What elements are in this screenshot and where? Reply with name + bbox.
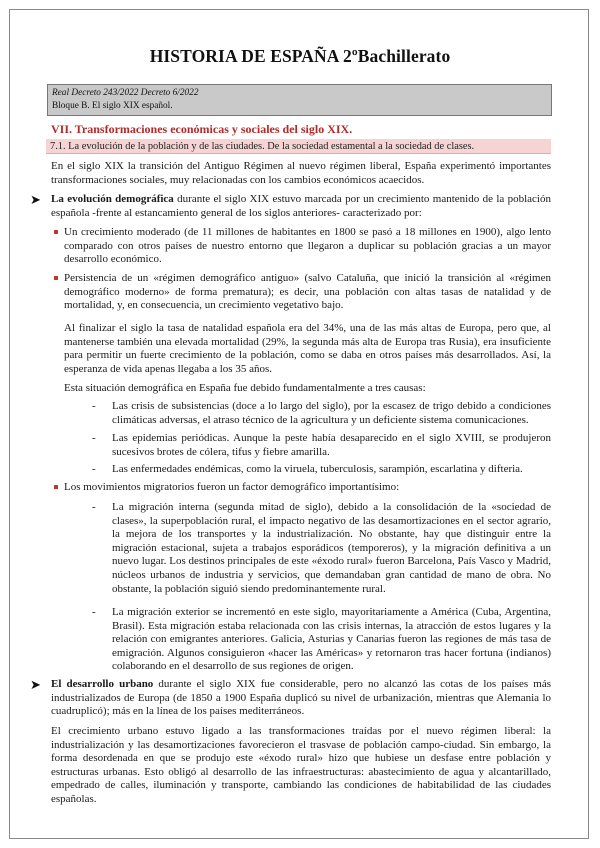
external-migration: La migración exterior se incrementó en este siglo, mayoritariamente a América (Cuba, Argentina, Brasil). Esta migración estaba relacionada con las crisis internas, la atracción de estos lugares y la relación con emigrantes anteriores. Galicia, Asturias y Canarias fueron las regiones de más tasa de emigración. Algunos consiguieron «hacer las Américas» y retornaron tras hacer fortuna (indianos) colaborando en el desarrollo de sus regiones de origen. [112,606,551,673]
square-bullet-icon [54,485,58,489]
cause-epidemics: Las epidemias periódicas. Aunque la peste había desaparecido en el siglo XVIII, se produjeron sucesivos brotes de cólera, tifus y fiebre amarilla. [112,432,551,458]
dash-bullet: - [92,463,96,475]
dash-bullet: - [92,606,96,618]
decree-reference: Real Decreto 243/2022 Decreto 6/2022 [52,88,199,98]
demography-text: durante el siglo XIX estuvo marcada por un crecimiento mantenido de la población española -frente al estancamiento general de los siglos anteriores- caracterizado por: [51,193,551,219]
demography-paragraph [51,193,551,220]
curriculum-box [47,84,552,116]
birth-rate-paragraph: Al finalizar el siglo la tasa de natalidad española era del 34%, una de las más altas de Europa, pero que, al mantenerse también una elevada mortalidad (29%, la segunda más alta de Europa tras Rusia), era insuficiente para permitir un fuerte crecimiento de la población, como se daba en otros países más desarrollados. Así, la esperanza de vida apenas llegaba a los 35 años. [64,322,551,375]
urban-heading: El desarrollo urbano [51,678,154,690]
dash-bullet: - [92,501,96,513]
block-reference: Bloque B. El siglo XIX español. [52,101,173,111]
urban-text: durante el siglo XIX fue considerable, pero no alcanzó las cotas de los países más industrializados de Europa (de 1850 a 1900 España duplicó su nivel de urbanización, mientras que Alemania lo cuadruplicó); más en la línea de los países mediterráneos. [51,678,551,718]
cause-endemic-diseases: Las enfermedades endémicas, como la viruela, tuberculosis, sarampión, escarlatina y difteria. [112,463,523,475]
three-causes-intro: Esta situación demográfica en España fue debido fundamentalmente a tres causas: [64,382,426,394]
demography-point-growth: Un crecimiento moderado (de 11 millones de habitantes en 1800 se pasó a 18 millones en 1900), algo lento comparado con otros países de nuestro entorno que llegaron a duplicar su población gracias a un mayor desarrollo económico. [64,226,551,266]
document-title: HISTORIA DE ESPAÑA 2ºBachillerato [149,46,451,66]
migration-intro: Los movimientos migratorios fueron un factor demográfico importantísimo: [64,481,400,493]
arrow-bullet-icon: ➤ [30,677,41,692]
urban-paragraph [51,678,551,719]
dash-bullet: - [92,400,96,412]
cause-subsistence-crises: Las crisis de subsistencias (doce a lo largo del siglo), por la escasez de trigo debido a condiciones climáticas adversas, el atraso técnico de la agricultura y un deficiente sistema comunicaciones. [112,400,551,426]
square-bullet-icon [54,276,58,280]
internal-migration: La migración interna (segunda mitad de siglo), debido a la consolidación de la «sociedad de clases», la superpoblación rural, el impacto negativo de las desamortizaciones en el sector agrario, la mejora de los transportes y la industrialización. No obstante, hay que distinguir entre la migración estacional, sujeta a trabajos esporádicos (temporeros), y la migración definitiva a un nuevo lugar. Los destinos principales de este «éxodo rural» fueron Barcelona, País Vasco y Madrid, núcleos urbanos de industria y servicios, que demandaban gran cantidad de mano de obra. No obstante, la población siguió siendo predominantemente rural. [112,501,551,595]
demography-heading: La evolución demográfica [51,193,174,205]
subsection-heading: 7.1. La evolución de la población y de las ciudades. De la sociedad estamental a la sociedad de clases. [46,139,551,154]
demography-point-regime: Persistencia de un «régimen demográfico antiguo» (salvo Cataluña, que inició la transición al «régimen demográfico moderno» de forma prematura); es decir, una población con altas tasas de natalidad y de mortalidad, y, en consecuencia, un crecimiento vegetativo bajo. [64,272,551,312]
section-heading: VII. Transformaciones económicas y sociales del siglo XIX. [51,122,353,136]
arrow-bullet-icon: ➤ [30,192,41,207]
urban-growth-paragraph: El crecimiento urbano estuvo ligado a las transformaciones traídas por el nuevo régimen liberal: la industrialización y las desamortizaciones favorecieron el trasvase de población campo-ciudad. Sin embargo, la forma desordenada en que se produjo este «éxodo rural» hizo que hubiese un desfase entre población y estructuras urbanas. Esto obligó al desarrollo de las infraestructuras: abastecimiento de agua y alcantarillado, empedrado de calles, iluminación y transporte, cambiando las condiciones de habitabilidad de las ciudades españolas. [51,725,551,805]
dash-bullet: - [92,432,96,444]
intro-paragraph: En el siglo XIX la transición del Antiguo Régimen al nuevo régimen liberal, España experimentó importantes transformaciones sociales, muy relacionadas con los cambios económicos acaecidos. [51,160,551,186]
square-bullet-icon [54,230,58,234]
